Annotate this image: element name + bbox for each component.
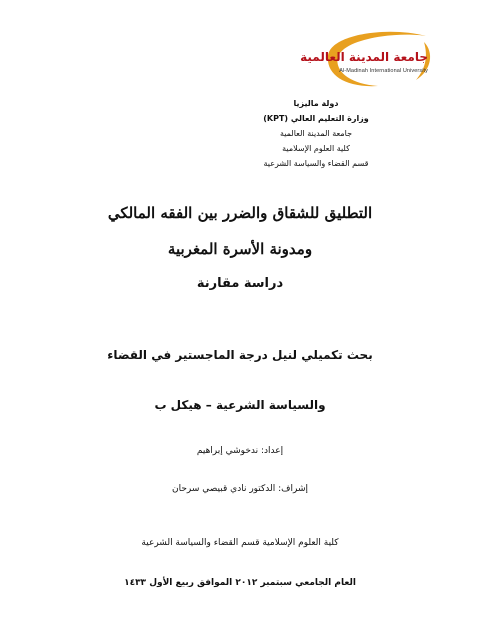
degree-description-line-1: بحث تكميلي لنيل درجة الماجستير في القضاء [107, 348, 373, 362]
author-line: إعداد: ندخوشي إبراهيم [196, 446, 284, 456]
header-faculty: كلية العلوم الإسلامية [282, 144, 350, 153]
footer-faculty-department: كلية العلوم الإسلامية قسم القضاء والسياسة الشرعية [141, 538, 339, 548]
logo-english-name: Al-Madinah International University [339, 68, 428, 74]
thesis-title-line-1: التطليق للشقاق والضرر بين الفقه المالكي [107, 204, 373, 222]
thesis-title-line-3: دراسة مقارنة [196, 276, 284, 291]
institution-header [216, 96, 416, 171]
university-logo [300, 26, 440, 92]
header-department: قسم القضاء والسياسة الشرعية [263, 159, 369, 168]
degree-description-line-2: والسياسة الشرعية – هيكل ب [154, 398, 326, 412]
thesis-title-line-2: ومدونة الأسرة المغربية [167, 240, 313, 258]
supervisor-line: إشراف: الدكتور نادي قبيصي سرحان [171, 484, 309, 494]
footer-academic-year: العام الجامعي سبتمبر ٢٠١٢ الموافق ربيع الأول ١٤٣٣ [124, 578, 356, 588]
header-university: جامعة المدينة العالمية [279, 129, 353, 138]
header-country: دولة ماليزيا [293, 99, 339, 108]
logo-arabic-name: جامعة المدينة العالمية [300, 50, 428, 64]
header-ministry: وزارة التعليم العالي (KPT) [263, 114, 369, 123]
